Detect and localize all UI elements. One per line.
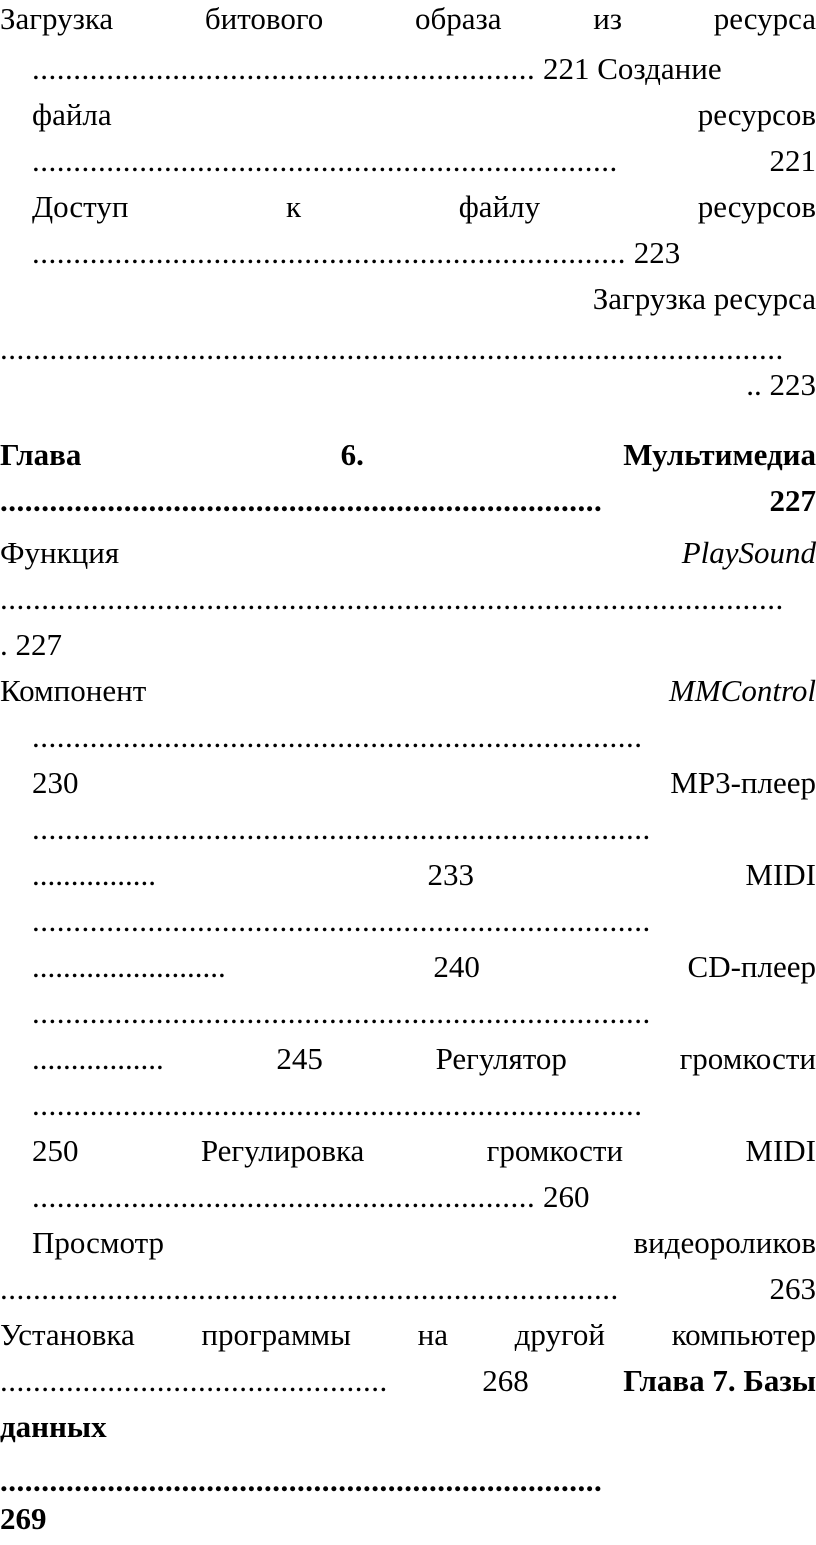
- toc-line-3: [32, 96, 816, 134]
- toc-page-number: 227: [769, 483, 816, 518]
- toc-word: другой: [514, 1317, 606, 1352]
- toc-page-number: 260: [543, 1179, 590, 1214]
- toc-word: громкости: [486, 1133, 624, 1168]
- toc-word: к: [286, 189, 302, 224]
- toc-word: 240: [433, 949, 480, 984]
- toc-leader-dots: ...............................................: [0, 1363, 388, 1398]
- toc-leader-dots: .......................................................................: [32, 143, 618, 178]
- toc-word: видеороликов: [633, 1225, 816, 1260]
- toc-word: битового: [204, 1, 324, 36]
- toc-leader-dots: ..........................................................................: [32, 719, 643, 754]
- toc-leader-dots: ...............................................................................................: [0, 331, 784, 366]
- toc-line-1: [0, 0, 816, 38]
- toc-leader-dots: ...........................................................................: [32, 995, 651, 1030]
- toc-line-25: [32, 1132, 816, 1170]
- toc-word: Просмотр: [32, 1225, 165, 1260]
- chapter-6-heading: [0, 436, 816, 474]
- chapter-7-leader: [0, 1462, 602, 1500]
- toc-line-30: [0, 1362, 816, 1400]
- toc-line-27: [32, 1224, 816, 1262]
- toc-leader-dots: ...............................................................................................: [0, 581, 784, 616]
- toc-line-15: [0, 672, 816, 710]
- toc-word: 233: [427, 857, 474, 892]
- toc-word: образа: [414, 1, 502, 36]
- toc-leader-dots: ...........................................................................: [32, 811, 651, 846]
- toc-word: 6.: [340, 437, 364, 472]
- toc-word: файлу: [458, 189, 541, 224]
- toc-word: 250: [32, 1133, 79, 1168]
- toc-line-16: [32, 718, 643, 756]
- toc-line-24: [32, 1086, 643, 1124]
- toc-line-12: [0, 534, 816, 572]
- toc-line-6: [32, 234, 680, 272]
- toc-line-4: [32, 142, 816, 180]
- toc-word: Компонент: [0, 673, 147, 708]
- toc-word: компьютер: [671, 1317, 816, 1352]
- toc-leader-dots: .........................................................................: [0, 483, 603, 518]
- toc-line-18: [32, 810, 651, 848]
- toc-word: Регулировка: [200, 1133, 365, 1168]
- toc-word: Глава: [0, 437, 82, 472]
- toc-word: программы: [201, 1317, 352, 1352]
- toc-word: MP3-плеер: [670, 765, 816, 800]
- toc-word: ресурса: [713, 1, 816, 36]
- toc-word: 230: [32, 765, 79, 800]
- toc-word: Доступ: [32, 189, 129, 224]
- toc-line-26: [32, 1178, 590, 1216]
- toc-word: Установка: [0, 1317, 135, 1352]
- toc-word: Создание: [597, 51, 722, 86]
- toc-word: ресурсов: [697, 189, 816, 224]
- toc-leader-dots: .........................................................................: [0, 1463, 603, 1498]
- toc-leader-dots: ..........................................................................: [32, 1087, 643, 1122]
- toc-page-number: 263: [769, 1271, 816, 1306]
- toc-word: 245: [276, 1041, 323, 1076]
- chapter-7-heading: Глава 7. Базы: [623, 1363, 816, 1398]
- toc-line-5: [32, 188, 816, 226]
- toc-line-9: [746, 366, 816, 404]
- toc-entry-title: Загрузка ресурса: [592, 281, 816, 316]
- toc-leader-dots: ...........................................................................: [32, 903, 651, 938]
- toc-word: файла: [32, 97, 112, 132]
- toc-word: ................: [32, 857, 156, 892]
- toc-line-20: [32, 902, 651, 940]
- toc-line-8: [0, 330, 816, 368]
- toc-word: на: [417, 1317, 448, 1352]
- toc-word: MMControl: [669, 673, 816, 708]
- toc-line-23: [32, 1040, 816, 1078]
- toc-word: Загрузка: [0, 1, 114, 36]
- toc-word: PlaySound: [681, 535, 816, 570]
- toc-page-number: 268: [482, 1363, 529, 1398]
- toc-page-number: 223: [633, 235, 681, 270]
- toc-leader-dots: ...........................................................................: [0, 1271, 619, 1306]
- toc-line-21: [32, 948, 816, 986]
- chapter-7-heading-cont: [0, 1408, 107, 1446]
- toc-word: CD-плеер: [687, 949, 816, 984]
- toc-line-28: [0, 1270, 816, 1308]
- toc-leader-dots: .............................................................: [32, 1179, 536, 1214]
- toc-page-number: 221: [769, 143, 816, 178]
- toc-leader-dots: ........................................................................: [32, 235, 626, 270]
- toc-line-13: [0, 580, 816, 618]
- toc-word: Мультимедиа: [623, 437, 816, 472]
- toc-word: .........................: [32, 949, 226, 984]
- toc-word: .................: [32, 1041, 164, 1076]
- toc-page-number: 221: [543, 51, 590, 86]
- toc-word: MIDI: [745, 857, 816, 892]
- toc-page-number: .. 223: [746, 367, 816, 402]
- toc-word: MIDI: [745, 1133, 816, 1168]
- toc-line-14: [0, 626, 62, 664]
- toc-page-number: . 227: [0, 627, 62, 662]
- toc-word: данных: [0, 1409, 107, 1444]
- toc-word: громкости: [679, 1041, 816, 1076]
- toc-line-7: [593, 280, 816, 318]
- toc-page-number: 269: [0, 1501, 47, 1536]
- toc-line-29: [0, 1316, 816, 1354]
- toc-word: Регулятор: [435, 1041, 567, 1076]
- toc-line-19: [32, 856, 816, 894]
- toc-line-17: [32, 764, 816, 802]
- toc-word: из: [593, 1, 623, 36]
- toc-line-2: [32, 50, 722, 88]
- chapter-6-leader: [0, 482, 816, 520]
- toc-word: Функция: [0, 535, 120, 570]
- chapter-7-page: [0, 1500, 47, 1538]
- toc-line-22: [32, 994, 651, 1032]
- toc-word: ресурсов: [697, 97, 816, 132]
- toc-leader-dots: .............................................................: [32, 51, 536, 86]
